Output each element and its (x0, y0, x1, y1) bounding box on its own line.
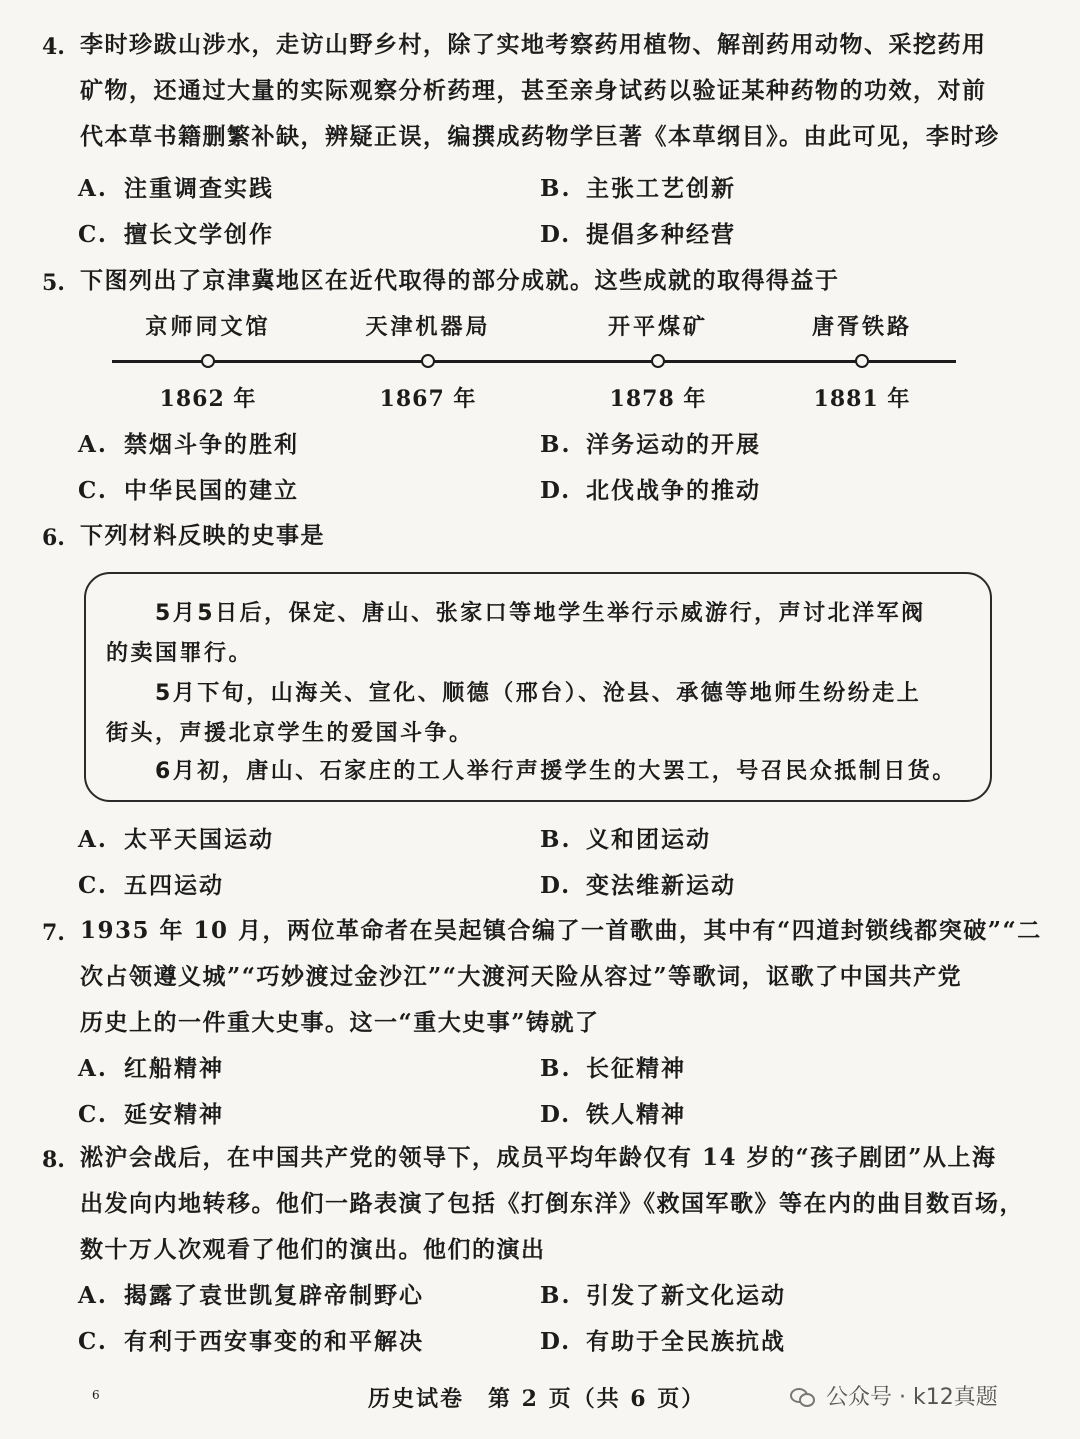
question-number: 4. (42, 34, 65, 60)
question-number: 6. (42, 525, 65, 551)
option-d[interactable]: D. 有助于全民族抗战 (540, 1328, 786, 1355)
question-number: 5. (42, 270, 65, 296)
question-stem (80, 22, 1060, 160)
options (78, 1046, 1058, 1138)
option-a[interactable]: A. 注重调查实践 (78, 175, 274, 202)
timeline-year: 1862 年 (159, 386, 257, 412)
timeline (112, 300, 958, 420)
option-c[interactable]: C. 延安精神 (78, 1101, 224, 1128)
page-footer (0, 1382, 1080, 1422)
timeline-event-name: 开平煤矿 (607, 314, 708, 340)
option-d[interactable]: D. 铁人精神 (540, 1101, 686, 1128)
timeline-year: 1878 年 (609, 386, 707, 412)
option-d[interactable]: D. 提倡多种经营 (540, 221, 736, 248)
stem-line: 下图列出了京津冀地区在近代取得的部分成就。这些成就的取得得益于 (80, 267, 840, 294)
stem-line: 淞沪会战后，在中国共产党的领导下，成员平均年龄仅有 14 岁的“孩子剧团”从上海 (80, 1144, 997, 1171)
timeline-event-name: 京师同文馆 (145, 314, 271, 340)
options (78, 422, 1058, 514)
timeline-year: 1881 年 (813, 386, 911, 412)
footer-mark: 6 (92, 1388, 100, 1402)
stem-line: 矿物，还通过大量的实际观察分析药理，甚至亲身试药以验证某种药物的功效，对前 (80, 77, 987, 104)
options (78, 166, 1058, 258)
timeline-event-name: 唐胥铁路 (811, 314, 912, 340)
source-material-box (84, 572, 992, 802)
timeline-event-name: 天津机器局 (365, 314, 491, 340)
option-d[interactable]: D. 变法维新运动 (540, 872, 736, 899)
wechat-icon (790, 1386, 816, 1406)
option-a[interactable]: A. 太平天国运动 (78, 826, 274, 853)
stem-line: 1935 年 10 月，两位革命者在吴起镇合编了一首歌曲，其中有“四道封锁线都突破”“二 (80, 917, 1042, 944)
stem-line: 次占领遵义城”“巧妙渡过金沙江”“大渡河天险从容过”等歌词，讴歌了中国共产党 (80, 963, 963, 990)
stem-line: 数十万人次观看了他们的演出。他们的演出 (80, 1236, 546, 1263)
option-b[interactable]: B. 引发了新文化运动 (540, 1282, 786, 1309)
material-line: 6月初，唐山、石家庄的工人举行声援学生的大罢工，号召民众抵制日货。 (106, 759, 957, 784)
option-b[interactable]: B. 洋务运动的开展 (540, 431, 761, 458)
option-b[interactable]: B. 义和团运动 (540, 826, 711, 853)
question-stem (80, 513, 1060, 559)
timeline-marker (651, 354, 665, 368)
question-number: 7. (42, 920, 65, 946)
stem-line: 出发向内地转移。他们一路表演了包括《打倒东洋》《救国军歌》等在内的曲目数百场， (80, 1190, 1024, 1217)
option-a[interactable]: A. 揭露了袁世凯复辟帝制野心 (78, 1282, 424, 1309)
watermark (790, 1380, 998, 1411)
option-c[interactable]: C. 擅长文学创作 (78, 221, 274, 248)
material-line: 5月下旬，山海关、宣化、顺德（邢台）、沧县、承德等地师生纷纷走上 (106, 681, 922, 706)
question-stem (80, 258, 1060, 304)
stem-line: 李时珍跋山涉水，走访山野乡村，除了实地考察药用植物、解剖药用动物、采挖药用 (80, 31, 987, 58)
option-b[interactable]: B. 主张工艺创新 (540, 175, 736, 202)
question-stem (80, 1135, 1060, 1273)
footer-page-info: 历史试卷 第 2 页（共 6 页） (368, 1386, 706, 1412)
options (78, 817, 1058, 909)
stem-line: 历史上的一件重大史事。这一“重大史事”铸就了 (80, 1009, 600, 1036)
timeline-year: 1867 年 (379, 386, 477, 412)
material-line: 的卖国罪行。 (106, 641, 254, 666)
option-c[interactable]: C. 五四运动 (78, 872, 224, 899)
question-number: 8. (42, 1147, 65, 1173)
material-line: 街头，声援北京学生的爱国斗争。 (106, 721, 474, 746)
timeline-marker (421, 354, 435, 368)
timeline-marker (201, 354, 215, 368)
option-d[interactable]: D. 北伐战争的推动 (540, 477, 761, 504)
timeline-marker (855, 354, 869, 368)
stem-line: 下列材料反映的史事是 (80, 522, 325, 549)
option-b[interactable]: B. 长征精神 (540, 1055, 686, 1082)
question-stem (80, 908, 1060, 1046)
options (78, 1273, 1058, 1365)
option-c[interactable]: C. 中华民国的建立 (78, 477, 299, 504)
option-a[interactable]: A. 禁烟斗争的胜利 (78, 431, 299, 458)
watermark-text: 公众号 · k12真题 (826, 1385, 998, 1410)
material-line: 5月5日后，保定、唐山、张家口等地学生举行示威游行，声讨北洋军阀 (106, 601, 926, 626)
option-a[interactable]: A. 红船精神 (78, 1055, 224, 1082)
stem-line: 代本草书籍删繁补缺，辨疑正误，编撰成药物学巨著《本草纲目》。由此可见，李时珍 (80, 123, 1000, 150)
timeline-axis (112, 360, 956, 363)
option-c[interactable]: C. 有利于西安事变的和平解决 (78, 1328, 424, 1355)
